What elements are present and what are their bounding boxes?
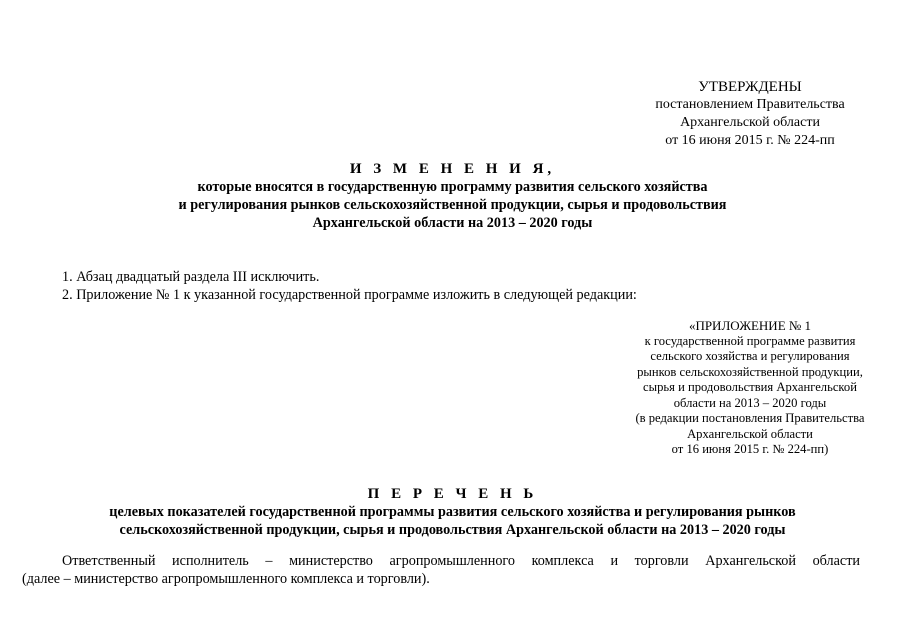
appendix-line: сельского хозяйства и регулирования [650,349,850,363]
approval-line: постановлением Правительства [655,97,845,112]
changes-heading [0,160,905,232]
numbered-items [62,268,637,304]
list-subtitle-line: сельскохозяйственной продукции, сырья и продовольствия Архангельской области на 2013 – 2020 годы [119,522,786,538]
list-heading [0,485,905,539]
list-item: 1. Абзац двадцатый раздела III исключить. [62,269,320,285]
responsible-line-1: Ответственный исполнитель – министерство агропромышленного комплекса и торговли Архангельской области [62,553,860,569]
list-subtitle-line: целевых показателей государственной программы развития сельского хозяйства и регулирования рынков [109,504,796,520]
approval-title: УТВЕРЖДЕНЫ [698,79,802,95]
appendix-note [600,318,900,458]
changes-subtitle-line: Архангельской области на 2013 – 2020 годы [312,215,593,231]
responsible-line-2: (далее – министерство агропромышленного комплекса и торговли). [22,571,430,587]
changes-subtitle-line: которые вносятся в государственную программу развития сельского хозяйства [197,179,708,195]
approval-line: Архангельской области [680,115,820,130]
approval-stamp [600,78,900,150]
appendix-line: от 16 июня 2015 г. № 224-пп) [671,442,829,456]
appendix-line: области на 2013 – 2020 годы [673,395,827,410]
appendix-line: к государственной программе развития [644,333,856,348]
appendix-line: (в редакции постановления Правительства [635,411,865,425]
changes-title: И З М Е Н Е Н И Я, [349,161,556,177]
appendix-line: Архангельской области [687,426,813,441]
responsible-paragraph [22,552,860,588]
approval-line: от 16 июня 2015 г. № 224-пп [665,133,835,148]
appendix-title: «ПРИЛОЖЕНИЕ № 1 [688,318,812,333]
appendix-line: сырья и продовольствия Архангельской [643,380,857,394]
changes-subtitle-line: и регулирования рынков сельскохозяйственной продукции, сырья и продовольствия [178,197,727,213]
list-title: П Е Р Е Ч Е Н Ь [367,486,538,502]
list-item: 2. Приложение № 1 к указанной государственной программе изложить в следующей редакции: [62,287,637,303]
appendix-line: рынков сельскохозяйственной продукции, [637,364,863,379]
